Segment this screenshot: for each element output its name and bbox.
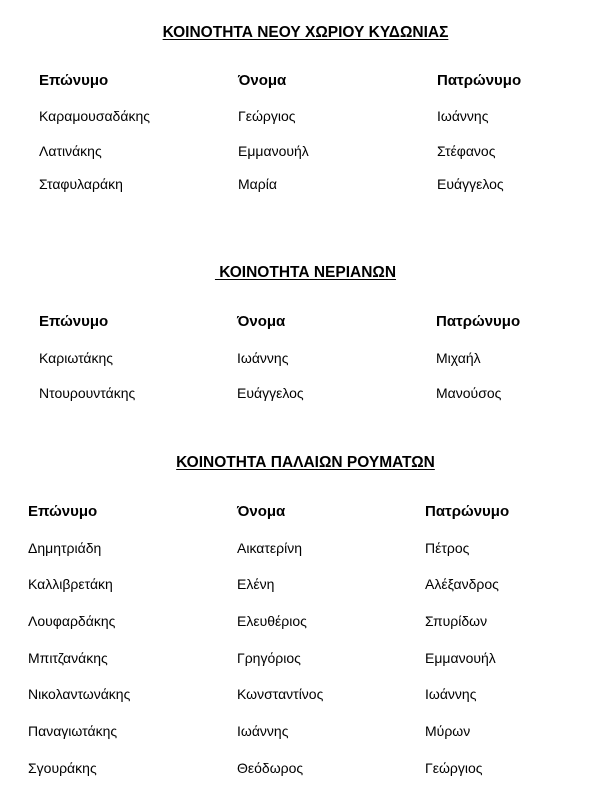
name-cell: Αικατερίνη: [237, 540, 303, 556]
name-cell: Εμμανουήλ: [238, 143, 309, 159]
column-header-patronymic: Πατρώνυμο: [425, 503, 510, 520]
surname-cell: Σταφυλαράκη: [39, 176, 123, 192]
surname-cell: Λουφαρδάκης: [28, 613, 116, 629]
patronymic-cell: Ιωάννης: [437, 108, 489, 124]
patronymic-cell: Ιωάννης: [425, 686, 477, 702]
column-header-patronymic: Πατρώνυμο: [437, 72, 522, 89]
surname-cell: Λατινάκης: [39, 143, 102, 159]
patronymic-cell: Αλέξανδρος: [425, 576, 499, 592]
patronymic-cell: Πέτρος: [425, 540, 470, 556]
surname-cell: Καλλιβρετάκη: [28, 576, 113, 592]
column-header-patronymic: Πατρώνυμο: [436, 313, 521, 330]
name-cell: Γεώργιος: [238, 108, 296, 124]
name-cell: Ελευθέριος: [237, 613, 307, 629]
patronymic-cell: Μύρων: [425, 723, 471, 739]
patronymic-cell: Εμμανουήλ: [425, 650, 496, 666]
name-cell: Ιωάννης: [237, 723, 289, 739]
column-header-name: Όνομα: [238, 72, 287, 89]
name-cell: Μαρία: [238, 176, 277, 192]
column-header-surname: Επώνυμο: [39, 72, 109, 89]
surname-cell: Δημητριάδη: [28, 540, 102, 556]
name-cell: Ελένη: [237, 576, 275, 592]
column-header-surname: Επώνυμο: [28, 503, 98, 520]
section-title: ΚΟΙΝΟΤΗΤΑ ΝΕΟΥ ΧΩΡΙΟΥ ΚΥΔΩΝΙΑΣ: [162, 24, 449, 41]
patronymic-cell: Στέφανος: [437, 143, 496, 159]
name-cell: Κωνσταντίνος: [237, 686, 324, 702]
patronymic-cell: Ευάγγελος: [437, 176, 504, 192]
surname-cell: Ντουρουντάκης: [39, 385, 136, 401]
section-title: ΚΟΙΝΟΤΗΤΑ ΝΕΡΙΑΝΩΝ: [214, 264, 397, 281]
surname-cell: Σγουράκης: [28, 760, 97, 776]
column-header-name: Όνομα: [237, 503, 286, 520]
name-cell: Θεόδωρος: [237, 760, 304, 776]
name-cell: Ευάγγελος: [237, 385, 304, 401]
patronymic-cell: Γεώργιος: [425, 760, 483, 776]
patronymic-cell: Μιχαήλ: [436, 350, 481, 366]
surname-cell: Παναγιωτάκης: [28, 723, 118, 739]
name-cell: Γρηγόριος: [237, 650, 301, 666]
surname-cell: Μπιτζανάκης: [28, 650, 108, 666]
surname-cell: Καριωτάκης: [39, 350, 114, 366]
name-cell: Ιωάννης: [237, 350, 289, 366]
section-title: ΚΟΙΝΟΤΗΤΑ ΠΑΛΑΙΩΝ ΡΟΥΜΑΤΩΝ: [176, 454, 435, 471]
patronymic-cell: Μανούσος: [436, 385, 502, 401]
patronymic-cell: Σπυρίδων: [425, 613, 488, 629]
surname-cell: Καραμουσαδάκης: [39, 108, 150, 124]
surname-cell: Νικολαντωνάκης: [28, 686, 131, 702]
column-header-name: Όνομα: [237, 313, 286, 330]
column-header-surname: Επώνυμο: [39, 313, 109, 330]
